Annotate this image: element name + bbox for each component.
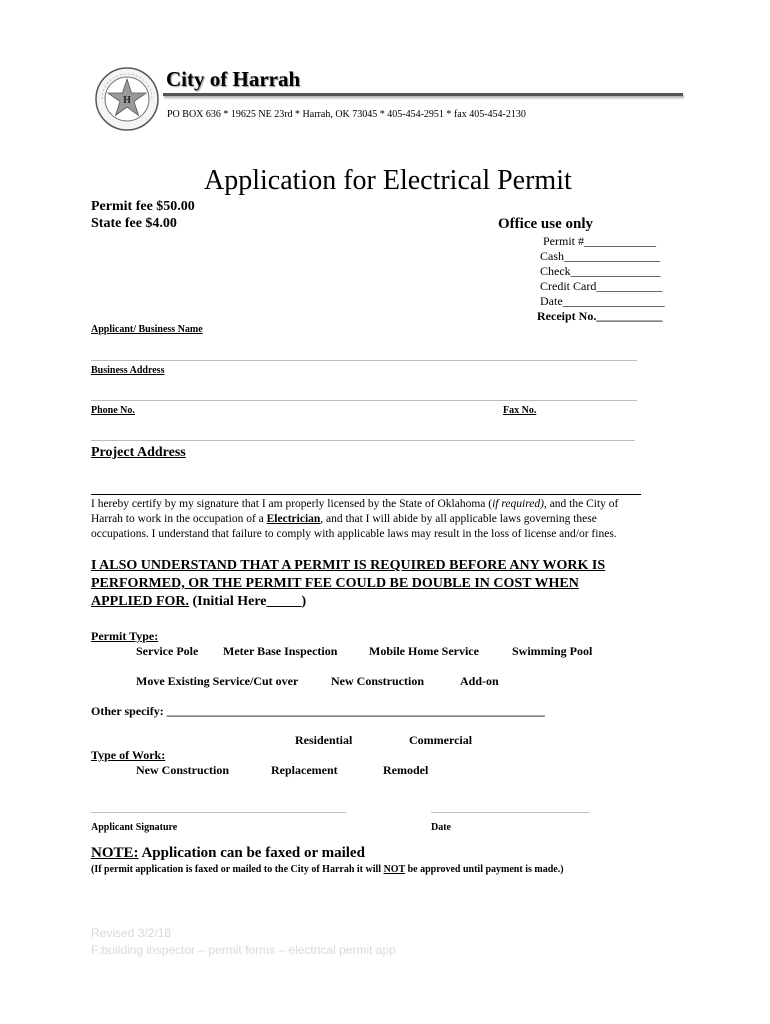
permit-option-swimming-pool[interactable]: Swimming Pool <box>512 644 593 658</box>
svg-text:H: H <box>123 95 131 106</box>
warning-line-1: I ALSO UNDERSTAND THAT A PERMIT IS REQUIRED BEFORE ANY WORK IS <box>91 558 606 573</box>
state-fee: State fee $4.00 <box>91 216 177 231</box>
permit-option-add-on[interactable]: Add-on <box>460 674 499 688</box>
work-option-new-construction[interactable]: New Construction <box>136 763 229 777</box>
permit-option-move-existing[interactable]: Move Existing Service/Cut over <box>136 674 299 688</box>
note-heading: NOTE: Application can be faxed or mailed <box>91 845 365 861</box>
applicant-signature-label: Applicant Signature <box>91 822 178 833</box>
use-residential[interactable]: Residential <box>295 733 353 747</box>
certify-line-3: occupations. I understand that failure to comply with applicable laws may result in the loss of license and/or fines. <box>91 528 617 540</box>
applicant-line[interactable] <box>91 360 637 361</box>
date-line[interactable] <box>431 812 590 813</box>
permit-fee: Permit fee $50.00 <box>91 199 195 214</box>
note-subtext: (If permit application is faxed or mailed to the City of Harrah it will NOT be approved until payment is made.) <box>91 864 564 875</box>
fax-label: Fax No. <box>503 405 537 416</box>
permit-option-new-construction[interactable]: New Construction <box>331 674 424 688</box>
office-check: Check_______________ <box>540 264 661 278</box>
header-rule <box>163 93 683 96</box>
footer-path: F:building inspector – permit forms – electrical permit app <box>91 943 396 957</box>
office-permit: Permit #____________ <box>543 234 656 248</box>
certify-line-2: Harrah to work in the occupation of a Electrician, and that I will abide by all applicable laws governing these <box>91 513 597 525</box>
applicant-label: Applicant/ Business Name <box>91 324 203 335</box>
business-address-line[interactable] <box>91 400 637 401</box>
office-date: Date_________________ <box>540 294 665 308</box>
certify-line-1: I hereby certify by my signature that I am properly licensed by the State of Oklahoma (if required), and the City of <box>91 498 619 510</box>
use-commercial[interactable]: Commercial <box>409 733 473 747</box>
phone-label: Phone No. <box>91 405 135 416</box>
signature-line[interactable] <box>91 812 346 813</box>
office-use-heading: Office use only <box>498 216 593 232</box>
permit-option-service-pole[interactable]: Service Pole <box>136 644 199 658</box>
page-title: Application for Electrical Permit <box>204 165 572 196</box>
office-cash: Cash________________ <box>540 249 660 263</box>
date-label: Date <box>431 822 451 833</box>
footer-revised: Revised 3/2/18 <box>91 926 172 940</box>
permit-type-label: Permit Type: <box>91 629 159 643</box>
office-credit: Credit Card___________ <box>540 279 663 293</box>
permit-option-mobile-home[interactable]: Mobile Home Service <box>369 644 479 658</box>
other-specify[interactable]: Other specify: _______________________________________________________________ <box>91 704 545 718</box>
warning-line-2: PERFORMED, OR THE PERMIT FEE COULD BE DOUBLE IN COST WHEN <box>91 576 579 591</box>
header-address: PO BOX 636 * 19625 NE 23rd * Harrah, OK 73045 * 405-454-2951 * fax 405-454-2130 <box>167 109 526 120</box>
work-option-remodel[interactable]: Remodel <box>383 763 429 777</box>
city-name: City of Harrah <box>166 67 301 91</box>
office-receipt: Receipt No.___________ <box>537 309 663 323</box>
work-option-replacement[interactable]: Replacement <box>271 763 338 777</box>
business-address-label: Business Address <box>91 365 165 376</box>
phone-line[interactable] <box>91 440 635 441</box>
warning-line-3: APPLIED FOR. (Initial Here_____) <box>91 594 307 609</box>
permit-option-meter-base[interactable]: Meter Base Inspection <box>223 644 338 658</box>
project-address-label: Project Address <box>91 445 186 460</box>
city-seal <box>94 66 160 132</box>
project-address-line[interactable] <box>91 494 641 495</box>
type-of-work-label: Type of Work: <box>91 748 166 762</box>
